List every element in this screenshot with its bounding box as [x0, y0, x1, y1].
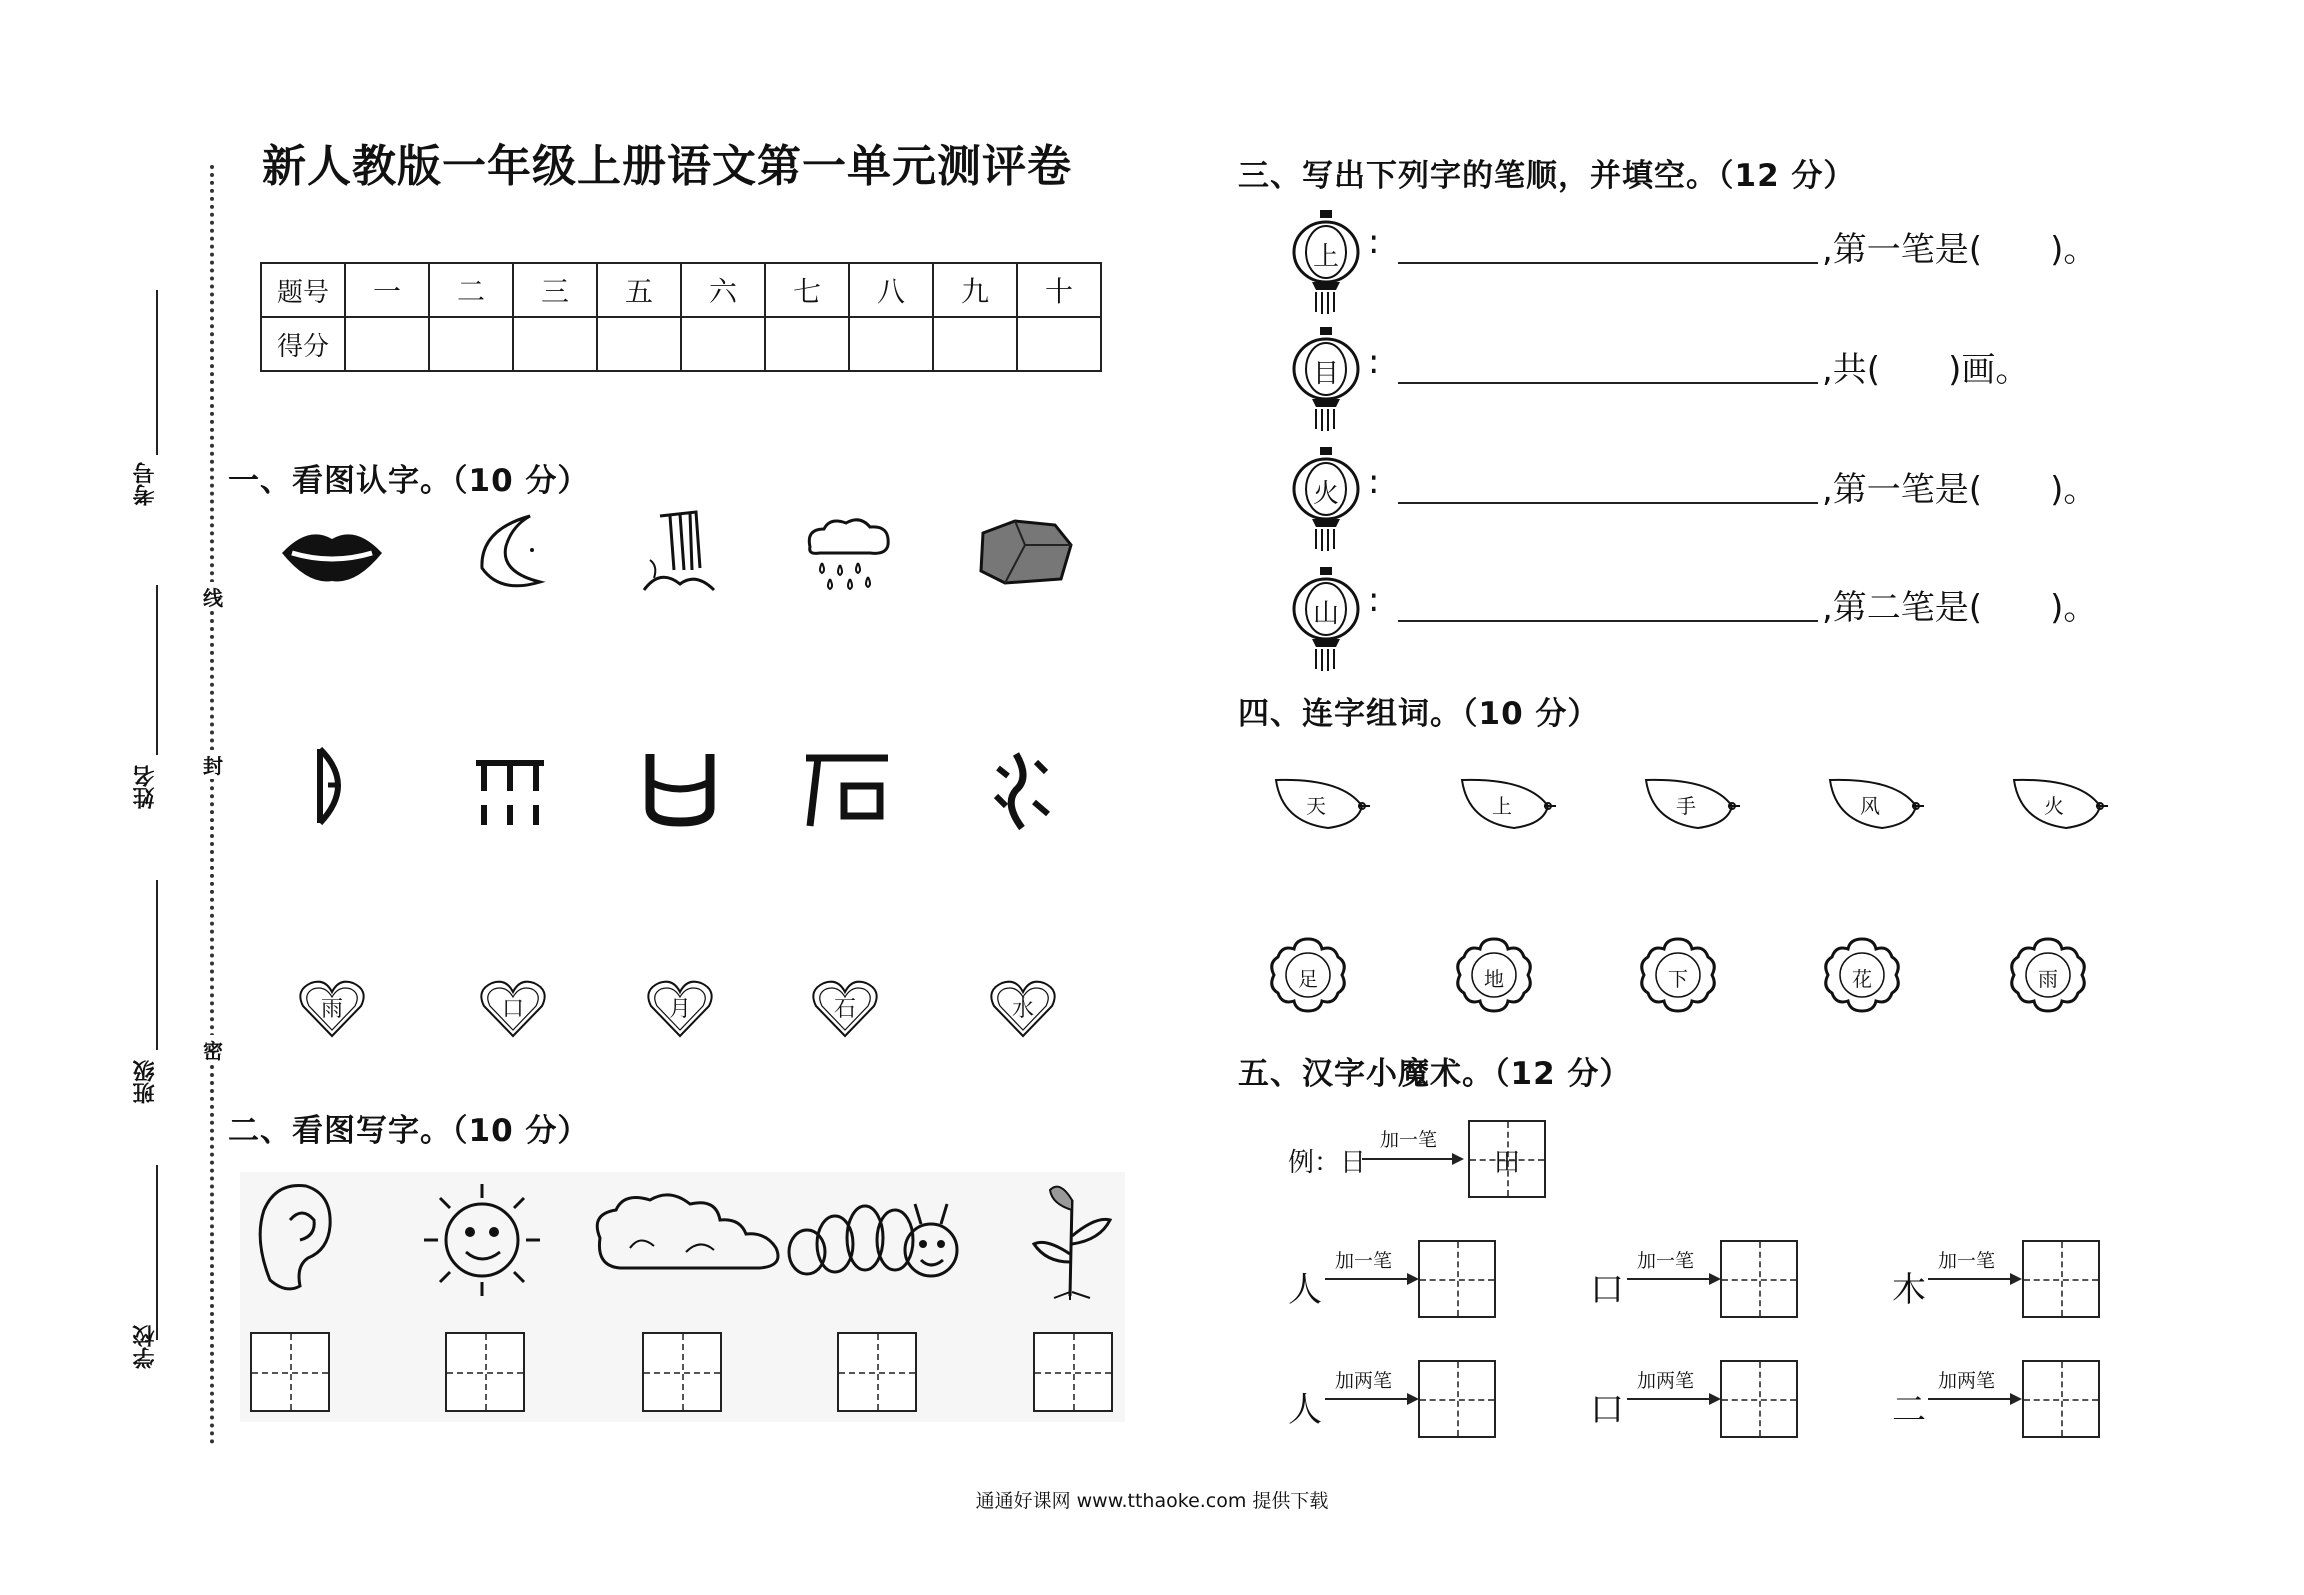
magic-answer-grid[interactable]: [2022, 1360, 2100, 1438]
magic-arrow-label: 加两笔: [1938, 1370, 1996, 1392]
stroke-order-colon: :: [1368, 462, 1380, 502]
ancient-mouth-glyph: [640, 748, 720, 828]
stroke-order-answer-line[interactable]: [1398, 262, 1818, 264]
binding-dotted-line: [210, 165, 214, 1445]
flower-char: 雨: [2038, 967, 2058, 991]
score-input-cell[interactable]: [513, 317, 597, 371]
writing-grid[interactable]: [445, 1332, 525, 1412]
score-table-cell: 二: [429, 263, 513, 317]
score-table-cell: 八: [849, 263, 933, 317]
leaf-card[interactable]: [1272, 770, 1372, 834]
stroke-order-colon: :: [1368, 580, 1380, 620]
lantern-card: [1290, 445, 1362, 555]
score-table-cell: 五: [597, 263, 681, 317]
score-table-header-row: [261, 263, 1101, 317]
lips-picture: [278, 525, 386, 585]
magic-source-char: 口: [1590, 1390, 1624, 1430]
flower-char: 下: [1668, 967, 1688, 991]
leaf-char: 风: [1860, 794, 1880, 818]
writing-grid[interactable]: [1033, 1332, 1113, 1412]
name-label: 姓名: [133, 765, 158, 809]
arrow-icon: [1627, 1398, 1719, 1400]
rock-picture: [975, 515, 1075, 587]
score-table-cell: 三: [513, 263, 597, 317]
grain-picture: [1030, 1180, 1115, 1300]
section-1-heading: 一、看图认字。（10 分）: [228, 463, 590, 499]
score-input-cell[interactable]: [345, 317, 429, 371]
section-5-heading: 五、汉字小魔术。（12 分）: [1238, 1056, 1632, 1092]
page-title: 新人教版一年级上册语文第一单元测评卷: [262, 141, 1072, 192]
score-table-cell: 一: [345, 263, 429, 317]
stroke-order-question: ,第一笔是( )。: [1822, 470, 2098, 510]
stroke-order-question: ,第二笔是( )。: [1822, 588, 2098, 628]
stroke-order-answer-line[interactable]: [1398, 620, 1818, 622]
example-arrow-label: 加一笔: [1380, 1129, 1438, 1151]
score-table-cell: 十: [1017, 263, 1101, 317]
binding-mark-seal: 封: [203, 750, 223, 779]
ancient-water-glyph: [990, 748, 1055, 833]
score-input-cell[interactable]: [933, 317, 1017, 371]
lantern-char: 目: [1312, 359, 1339, 389]
rain-cloud-picture: [800, 515, 895, 595]
example-prefix: 例：日: [1288, 1148, 1367, 1178]
score-table-cell: 得分: [261, 317, 345, 371]
example-answer: 田: [1493, 1148, 1520, 1178]
magic-source-char: 木: [1892, 1270, 1926, 1310]
flower-card[interactable]: [1822, 935, 1902, 1015]
class-label: 班级: [133, 1060, 158, 1104]
heart-card[interactable]: [645, 978, 715, 1040]
score-input-cell[interactable]: [849, 317, 933, 371]
score-input-cell[interactable]: [765, 317, 849, 371]
lantern-card: [1290, 325, 1362, 435]
arrow-icon: [1325, 1278, 1417, 1280]
magic-arrow-label: 加一笔: [1938, 1250, 1996, 1272]
leaf-char: 上: [1492, 794, 1512, 818]
leaf-char: 天: [1306, 794, 1326, 818]
heart-char: 口: [501, 997, 524, 1022]
heart-card[interactable]: [478, 978, 548, 1040]
magic-arrow-label: 加两笔: [1637, 1370, 1695, 1392]
magic-source-char: 人: [1288, 1270, 1322, 1310]
lantern-char: 火: [1312, 479, 1339, 509]
stroke-order-question: ,共( )画。: [1822, 350, 2030, 390]
flower-char: 花: [1852, 967, 1872, 991]
leaf-char: 火: [2044, 794, 2064, 818]
flower-char: 地: [1484, 967, 1504, 991]
magic-answer-grid[interactable]: [1418, 1240, 1496, 1318]
leaf-card[interactable]: [2010, 770, 2110, 834]
lantern-card: [1290, 208, 1362, 318]
stroke-order-colon: :: [1368, 222, 1380, 262]
ancient-moon-glyph: [308, 745, 358, 827]
stroke-order-question: ,第一笔是( )。: [1822, 230, 2098, 270]
magic-answer-grid[interactable]: [2022, 1240, 2100, 1318]
worm-picture: [785, 1196, 965, 1286]
flower-card[interactable]: [1638, 935, 1718, 1015]
flower-card[interactable]: [2008, 935, 2088, 1015]
footer-credit: 通通好课网 www.tthaoke.com 提供下载: [975, 1490, 1329, 1512]
flower-card[interactable]: [1454, 935, 1534, 1015]
leaf-card[interactable]: [1458, 770, 1558, 834]
score-table-cell: 九: [933, 263, 1017, 317]
score-table-cell: 七: [765, 263, 849, 317]
waterfall-picture: [640, 508, 720, 600]
magic-arrow-label: 加一笔: [1637, 1250, 1695, 1272]
leaf-char: 手: [1676, 794, 1696, 818]
score-input-cell[interactable]: [681, 317, 765, 371]
arrow-icon: [1362, 1158, 1462, 1160]
score-table-score-row: [261, 317, 1101, 371]
score-input-cell[interactable]: [429, 317, 513, 371]
writing-grid[interactable]: [642, 1332, 722, 1412]
class-rule: [156, 880, 158, 1050]
example-grid: [1468, 1120, 1546, 1198]
ancient-stone-glyph: [800, 750, 895, 830]
binding-mark-line: 线: [203, 582, 223, 611]
magic-source-char: 人: [1288, 1390, 1322, 1430]
flower-char: 足: [1298, 967, 1318, 991]
heart-char: 雨: [320, 997, 343, 1022]
arrow-icon: [1325, 1398, 1417, 1400]
magic-answer-grid[interactable]: [1720, 1360, 1798, 1438]
magic-answer-grid[interactable]: [1720, 1240, 1798, 1318]
magic-answer-grid[interactable]: [1418, 1360, 1496, 1438]
school-label: 学校: [133, 1325, 158, 1369]
writing-grid[interactable]: [250, 1332, 330, 1412]
arrow-icon: [1928, 1398, 2020, 1400]
lantern-char: 山: [1312, 599, 1339, 629]
leaf-card[interactable]: [1826, 770, 1926, 834]
score-table-cell: 六: [681, 263, 765, 317]
magic-arrow-label: 加两笔: [1335, 1370, 1393, 1392]
magic-source-char: 口: [1590, 1270, 1624, 1310]
heart-card[interactable]: [988, 978, 1058, 1040]
exam-number-label: 考号: [133, 462, 158, 506]
score-input-cell[interactable]: [597, 317, 681, 371]
heart-char: 水: [1011, 997, 1034, 1022]
heart-card[interactable]: [810, 978, 880, 1040]
exam-number-rule: [156, 290, 158, 455]
lantern-char: 上: [1312, 242, 1339, 272]
section-2-heading: 二、看图写字。（10 分）: [228, 1113, 590, 1149]
heart-char: 石: [833, 997, 856, 1022]
section-4-heading: 四、连字组词。（10 分）: [1238, 696, 1600, 732]
sun-picture: [410, 1180, 555, 1300]
section-3-heading: 三、写出下列字的笔顺，并填空。（12 分）: [1238, 158, 1856, 194]
heart-char: 月: [668, 997, 691, 1022]
heart-card[interactable]: [297, 978, 367, 1040]
cloud-picture: [590, 1188, 790, 1288]
score-table: [260, 262, 1102, 372]
lantern-card: [1290, 565, 1362, 675]
binding-mark-secret: 密: [203, 1035, 223, 1064]
score-table-cell: 题号: [261, 263, 345, 317]
moon-picture: [470, 510, 555, 595]
stroke-order-answer-line[interactable]: [1398, 502, 1818, 504]
score-input-cell[interactable]: [1017, 317, 1101, 371]
flower-card[interactable]: [1268, 935, 1348, 1015]
stroke-order-colon: :: [1368, 342, 1380, 382]
ear-picture: [250, 1180, 335, 1295]
arrow-icon: [1627, 1278, 1719, 1280]
school-rule: [156, 1165, 158, 1340]
writing-grid[interactable]: [837, 1332, 917, 1412]
stroke-order-answer-line[interactable]: [1398, 382, 1818, 384]
magic-source-char: 二: [1892, 1390, 1926, 1430]
magic-arrow-label: 加一笔: [1335, 1250, 1393, 1272]
ancient-rain-glyph: [470, 755, 550, 827]
name-rule: [156, 585, 158, 755]
arrow-icon: [1928, 1278, 2020, 1280]
leaf-card[interactable]: [1642, 770, 1742, 834]
